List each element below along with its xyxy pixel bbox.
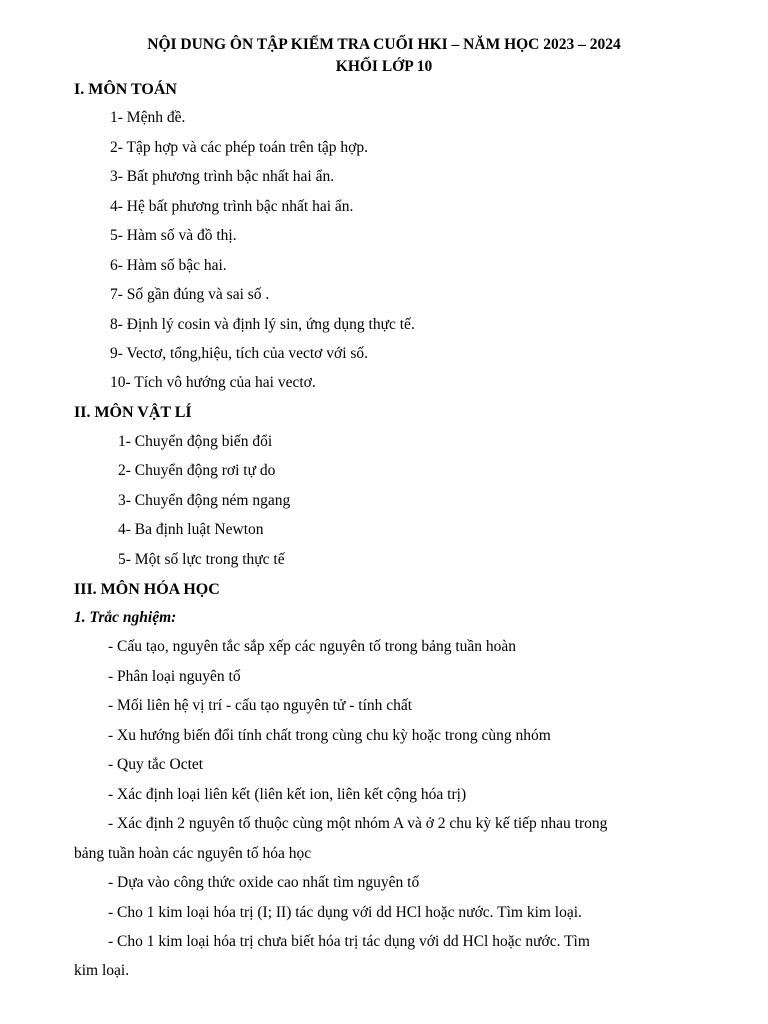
chemistry-item: - Phân loại nguyên tố	[108, 668, 241, 685]
physics-item: 3- Chuyển động ném ngang	[118, 492, 291, 509]
chemistry-item: - Xu hướng biến đổi tính chất trong cùng chu kỳ hoặc trong cùng nhóm	[108, 727, 551, 744]
physics-item: 5- Một số lực trong thực tế	[118, 551, 285, 568]
chemistry-item: - Xác định loại liên kết (liên kết ion, liên kết cộng hóa trị)	[108, 786, 467, 803]
section-heading-physics: II. MÔN VẬT LÍ	[74, 404, 192, 421]
math-item: 4- Hệ bất phương trình bậc nhất hai ẩn.	[110, 198, 354, 215]
physics-item: 2- Chuyển động rơi tự do	[118, 462, 276, 479]
math-item: 5- Hàm số và đồ thị.	[110, 227, 237, 244]
chemistry-item-continuation: bảng tuần hoàn các nguyên tố hóa học	[74, 845, 312, 862]
chemistry-item: - Mối liên hệ vị trí - cấu tạo nguyên tử - tính chất	[108, 697, 413, 714]
document-title: NỘI DUNG ÔN TẬP KIỂM TRA CUỐI HKI – NĂM HỌC 2023 – 2024	[147, 36, 621, 53]
physics-item: 1- Chuyển động biến đổi	[118, 433, 273, 450]
chemistry-subheading: 1. Trắc nghiệm:	[74, 609, 177, 626]
math-item: 9- Vectơ, tổng,hiệu, tích của vectơ với số.	[110, 345, 369, 362]
math-item: 1- Mệnh đề.	[110, 109, 186, 126]
chemistry-item: - Cho 1 kim loại hóa trị (I; II) tác dụng với dd HCl hoặc nước. Tìm kim loại.	[108, 904, 582, 921]
physics-item: 4- Ba định luật Newton	[118, 521, 264, 538]
math-item: 2- Tập hợp và các phép toán trên tập hợp.	[110, 139, 368, 156]
section-heading-chemistry: III. MÔN HÓA HỌC	[74, 581, 220, 598]
math-item: 8- Định lý cosin và định lý sin, ứng dụng thực tế.	[110, 316, 415, 333]
math-item: 3- Bất phương trình bậc nhất hai ẩn.	[110, 168, 335, 185]
chemistry-item: - Cấu tạo, nguyên tắc sắp xếp các nguyên tố trong bảng tuần hoàn	[108, 638, 517, 655]
math-item: 6- Hàm số bậc hai.	[110, 257, 227, 274]
chemistry-item: - Xác định 2 nguyên tố thuộc cùng một nhóm A và ở 2 chu kỳ kế tiếp nhau trong	[108, 815, 608, 832]
math-item: 7- Số gần đúng và sai số .	[110, 286, 270, 303]
math-item: 10- Tích vô hướng của hai vectơ.	[110, 374, 316, 391]
chemistry-item: - Cho 1 kim loại hóa trị chưa biết hóa trị tác dụng với dd HCl hoặc nước. Tìm	[108, 933, 590, 950]
document-subtitle: KHỐI LỚP 10	[335, 58, 433, 75]
chemistry-item: - Dựa vào công thức oxide cao nhất tìm nguyên tố	[108, 874, 420, 891]
chemistry-item-continuation: kim loại.	[74, 962, 130, 979]
section-heading-math: I. MÔN TOÁN	[74, 81, 177, 98]
chemistry-item: - Quy tắc Octet	[108, 756, 204, 773]
